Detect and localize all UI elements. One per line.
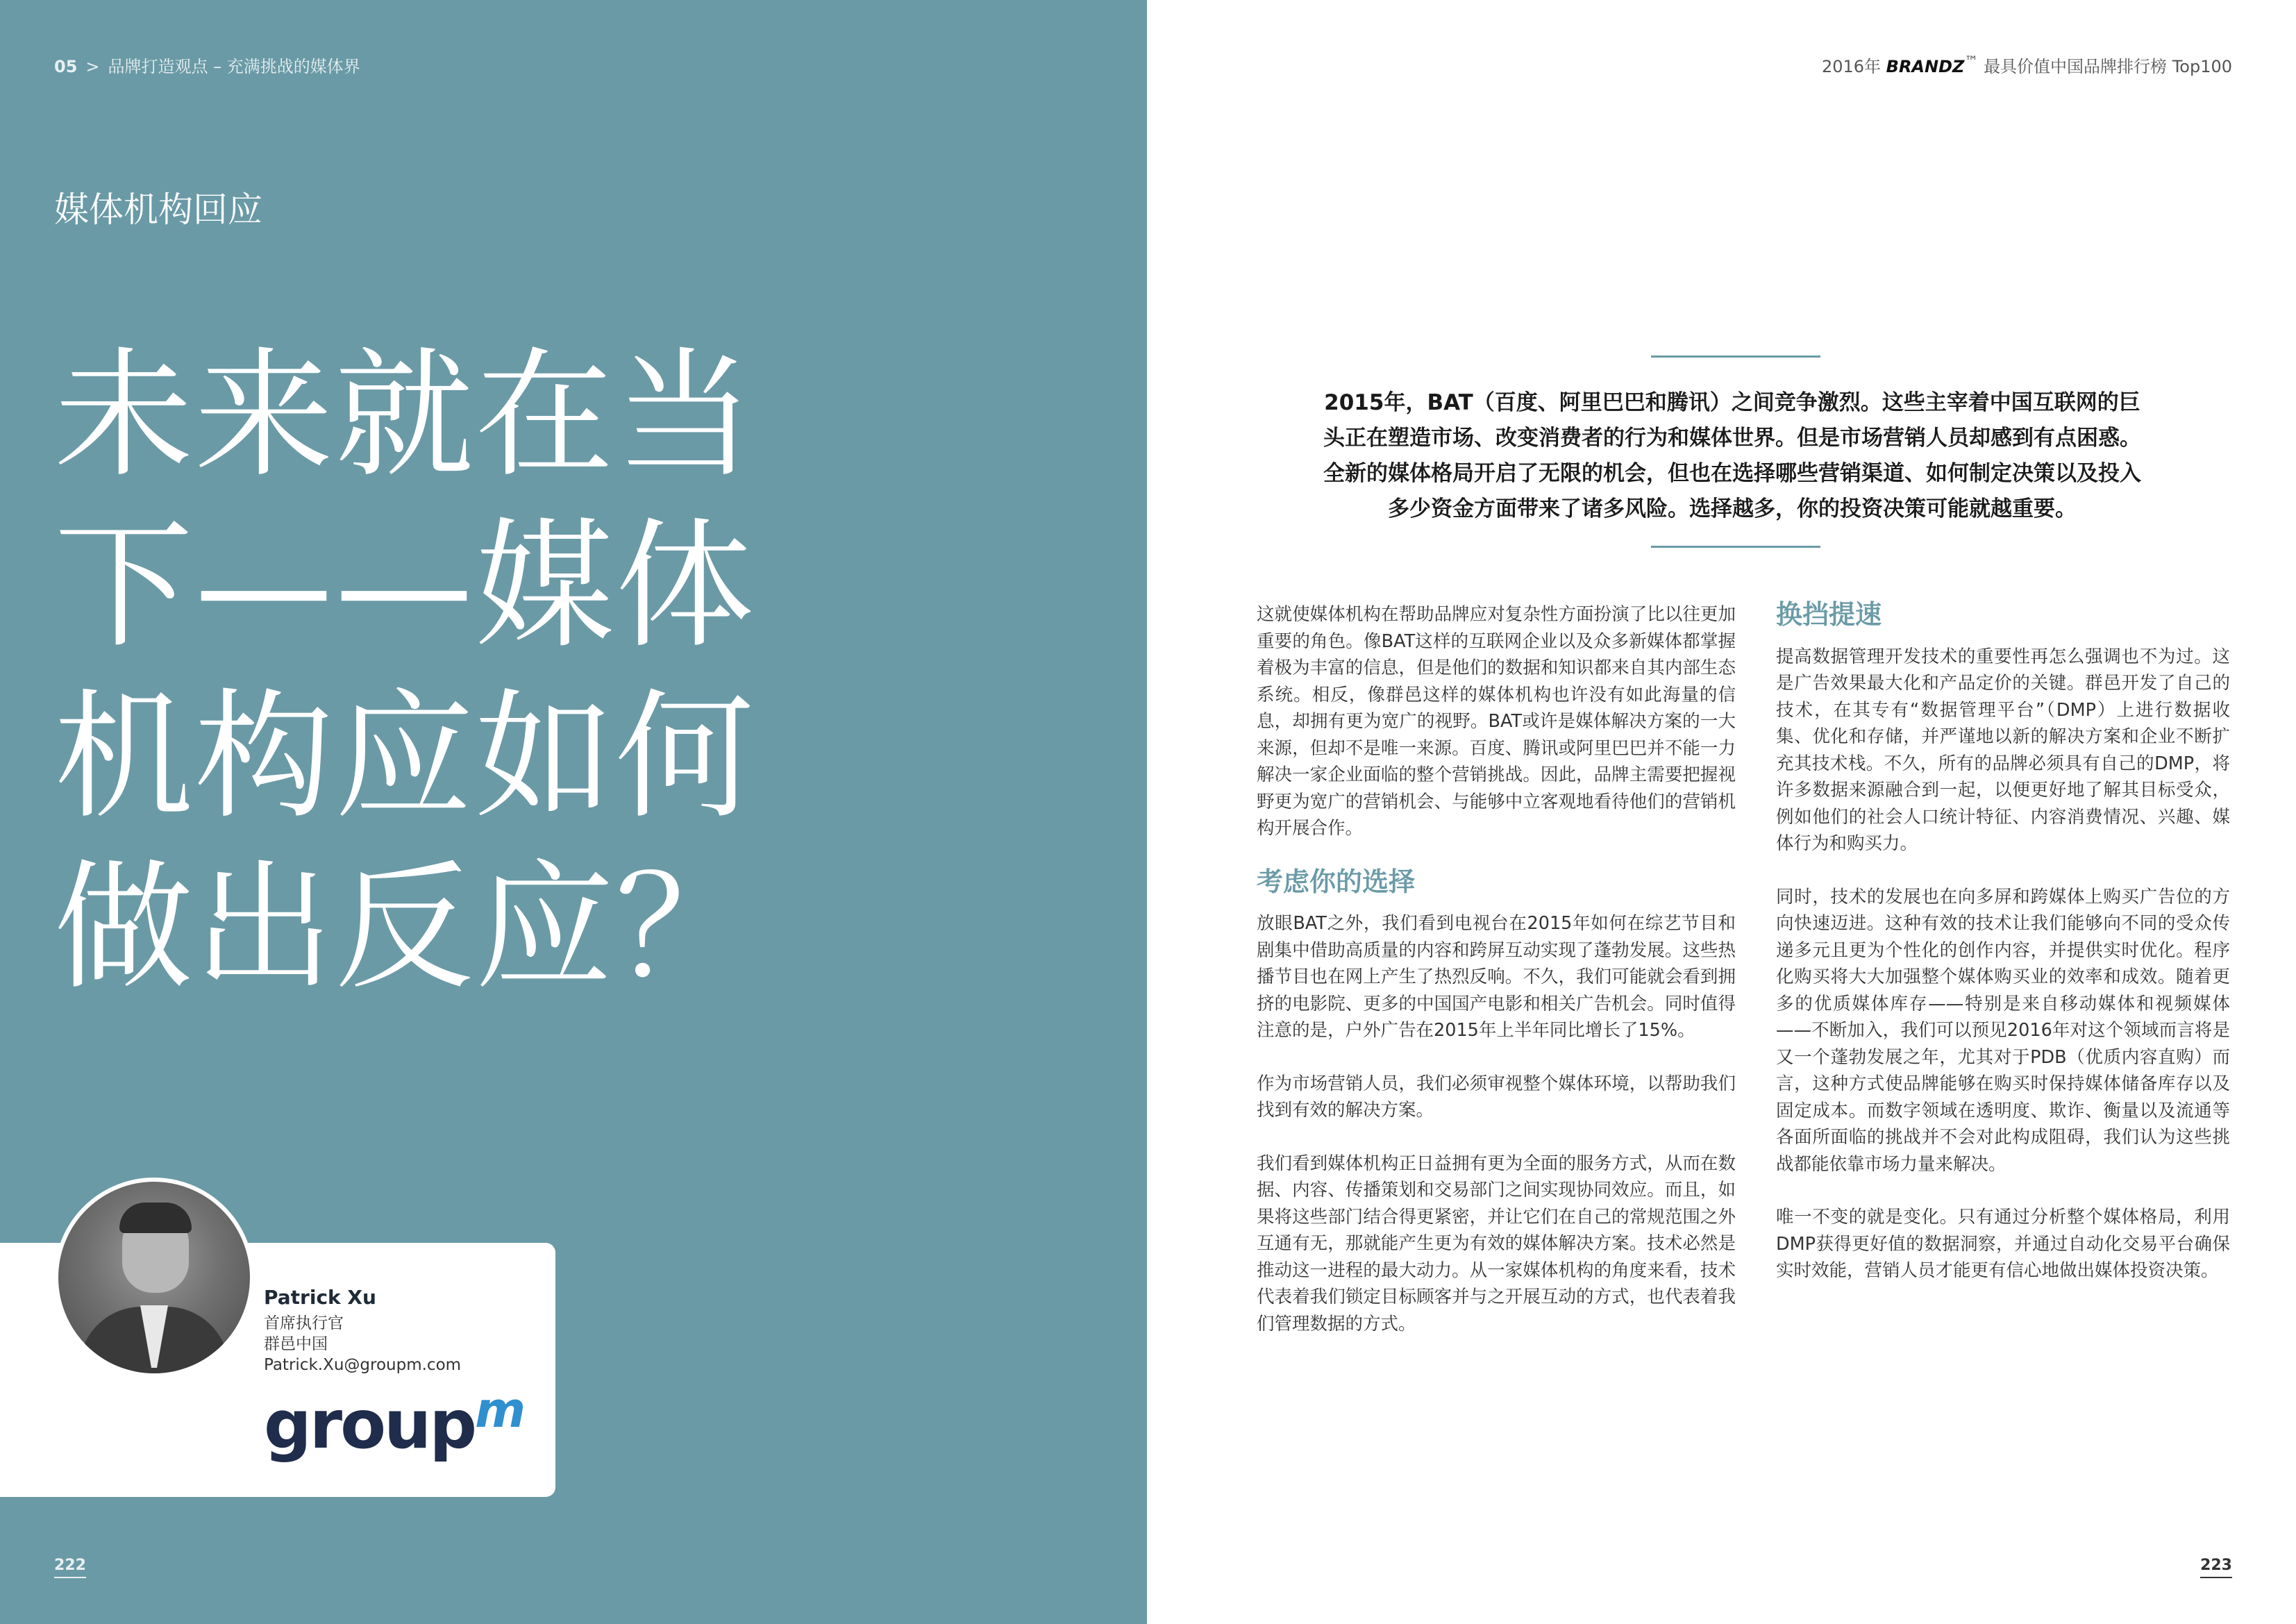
paragraph: 我们看到媒体机构正日益拥有更为全面的服务方式，从而在数据、内容、传播策划和交易部门之间实现协同效应。而且，如果将这些部门结合得更紧密，并让它们在自己的常规范围之外互通有无，那就能产生更为有效的媒体解决方案。技术必然是推动这一进程的最大动力。从一家媒体机构的角度来看，技术代表着我们锁定目标顾客并与之开展互动的方式，也代表着我们管理数据的方式。 — [1257, 1153, 1736, 1334]
divider-bottom — [1651, 546, 1820, 548]
paragraph: 放眼BAT之外，我们看到电视台在2015年如何在综艺节目和剧集中借助高质量的内容和跨屏互动实现了蓬勃发展。这些热播节目也在网上产生了热烈反响。不久，我们可能就会看到拥挤的电影院、更多的中国国产电影和相关广告机会。同时值得注意的是，户外广告在2015年上半年同比增长了15%。 — [1257, 913, 1736, 1041]
headline-line: 下——媒体 — [54, 505, 756, 667]
section-label: 媒体机构回应 — [54, 190, 262, 230]
text-column-1 — [1257, 601, 1736, 1364]
paragraph: 作为市场营销人员，我们必须审视整个媒体环境，以帮助我们找到有效的解决方案。 — [1257, 1073, 1736, 1121]
headline-line: 机构应如何 — [54, 676, 756, 838]
subheading: 考虑你的选择 — [1257, 866, 1416, 897]
person-info — [264, 1286, 461, 1375]
brandz-logo: BRANDZ — [1886, 57, 1965, 76]
page-number-left: 222 — [54, 1557, 86, 1578]
divider-top — [1651, 355, 1820, 358]
intro-text: 2015年，BAT（百度、阿里巴巴和腾讯）之间竞争激烈。这些主宰着中国互联网的巨头正在塑造市场、改变消费者的行为和媒体世界。但是市场营销人员却感到有点困惑。全新的媒体格局开启了无限的机会，但也在选择哪些营销渠道、如何制定决策以及投入多少资金方面带来了诸多风险。选择越多，你的投资决策可能就越重要。 — [1323, 390, 2141, 521]
report-header — [1822, 53, 2232, 77]
page-number-right: 223 — [2200, 1557, 2232, 1578]
chapter-number: 05 — [54, 57, 78, 76]
portrait-photo — [54, 1178, 254, 1378]
groupm-logo — [264, 1382, 526, 1464]
logo-main: group — [264, 1386, 476, 1464]
logo-accent: m — [475, 1382, 526, 1439]
headline-line: 未来就在当 — [54, 335, 756, 496]
left-page — [0, 0, 1147, 1624]
breadcrumb-text: 品牌打造观点 – 充满挑战的媒体界 — [108, 57, 360, 76]
paragraph: 同时，技术的发展也在向多屏和跨媒体上购买广告位的方向快速迈进。这种有效的技术让我们能够向不同的受众传递多元且更为个性化的创作内容，并提供实时优化。程序化购买将大大加强整个媒体购买业的效率和成效。随着更多的优质媒体库存——特别是来自移动媒体和视频媒体——不断加入，我们可以预见2016年对这个领域而言将是又一个蓬勃发展之年，尤其对于PDB（优质内容直购）而言，这种方式使品牌能够在购买时保持媒体储备库存以及固定成本。而数字领域在透明度、欺诈、衡量以及流通等各面所面临的挑战并不会对此构成阻碍，我们认为这些挑战都能依靠市场力量来解决。 — [1776, 886, 2230, 1175]
person-title: 首席执行官 — [264, 1314, 344, 1332]
person-name: Patrick Xu — [264, 1286, 376, 1309]
trademark: ™ — [1964, 53, 1979, 69]
subheading: 换挡提速 — [1776, 599, 1882, 630]
paragraph: 唯一不变的就是变化。只有通过分析整个媒体格局，利用DMP获得更好值的数据洞察，并通过自动化交易平台确保实时效能，营销人员才能更有信心地做出媒体投资决策。 — [1776, 1207, 2230, 1281]
person-email: Patrick.Xu@groupm.com — [264, 1356, 462, 1374]
header-year: 2016年 — [1821, 57, 1882, 76]
breadcrumb-separator: > — [85, 57, 100, 76]
breadcrumb — [54, 53, 360, 77]
header-title: 最具价值中国品牌排行榜 Top100 — [1984, 57, 2232, 76]
headline-line: 做出反应？ — [54, 847, 756, 1009]
paragraph: 这就使媒体机构在帮助品牌应对复杂性方面扮演了比以往更加重要的角色。像BAT这样的互联网企业以及众多新媒体都掌握着极为丰富的信息，但是他们的数据和知识都来自其内部生态系统。相反，像群邑这样的媒体机构也许没有如此海量的信息，却拥有更为宽广的视野。BAT或许是媒体解决方案的一大来源，但却不是唯一来源。百度、腾讯或阿里巴巴并不能一力解决一家企业面临的整个营销挑战。因此，品牌主需要把握视野更为宽广的营销机会、与能够中立客观地看待他们的营销机构开展合作。 — [1257, 604, 1736, 839]
person-company: 群邑中国 — [264, 1335, 328, 1353]
text-column-2 — [1776, 601, 2230, 1311]
paragraph: 提高数据管理开发技术的重要性再怎么强调也不为过。这是广告效果最大化和产品定价的关键。群邑开发了自己的技术，在其专有“数据管理平台”（DMP）上进行数据收集、优化和存储，并严谨地以新的解决方案和企业不断扩充其技术栈。不久，所有的品牌必须具有自己的DMP，将许多数据来源融合到一起，以便更好地了解其目标受众，例如他们的社会人口统计特征、内容消费情况、兴趣、媒体行为和购买力。 — [1776, 646, 2230, 854]
headline — [54, 330, 915, 1014]
